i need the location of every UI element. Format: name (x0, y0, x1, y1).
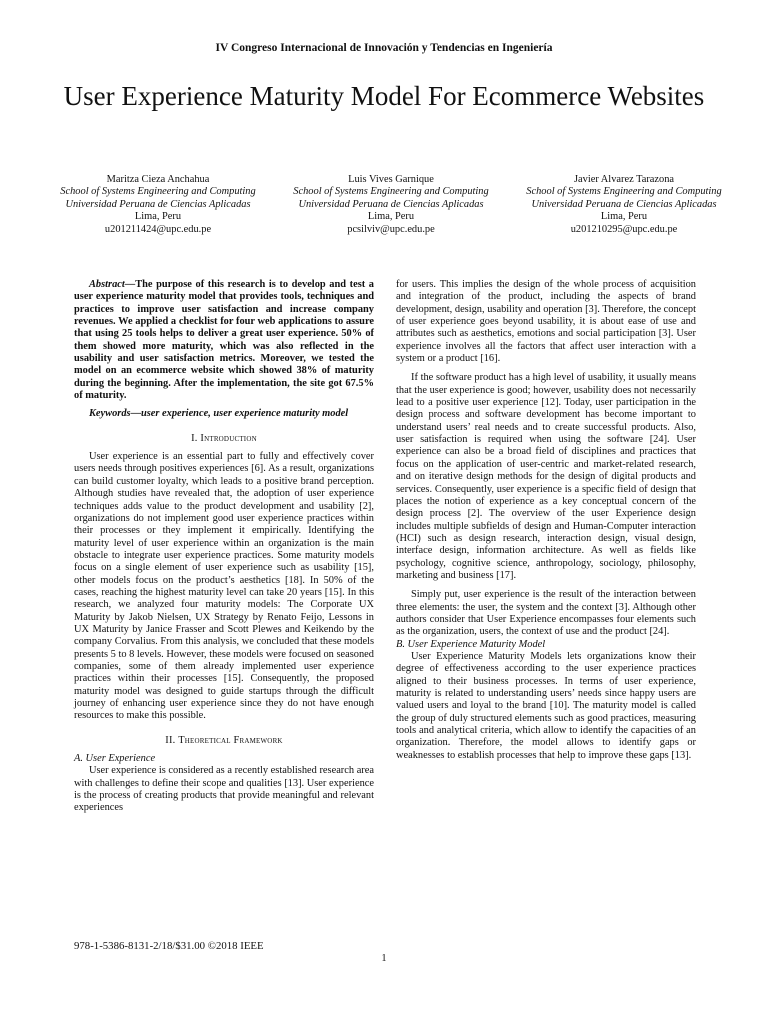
section-heading-theoretical-framework (74, 735, 374, 747)
left-column (74, 279, 374, 815)
user-experience-paragraph-continued: for users. This implies the design of the whole process of acquisition and integration of the product, including the aspects of brand development, design, usability and operation [3]. Therefore, the concept of user experience goes beyond usability, it is about ease of use and attributes such as aesthetics, emotions and social participation [3]. User experience involves all the factors that affect user interaction with a system or a product [16]. (396, 279, 696, 365)
section-number: II. (165, 734, 176, 746)
maturity-model-paragraph: User Experience Maturity Models lets organizations know their degree of effectiveness according to the user experience practices aligned to their business processes. In terms of user experience, maturity is related to understanding users’ needs since happy users are valued users and loyal to the brand [10]. The maturity model is called the group of duly structured elements such as good practices, measuring tools and analytical criteria, which allow to identify the capacities of an organization. Therefore, the model allows to identify gaps or weaknesses to establish processes that help to improve these gaps [13]. (396, 650, 696, 761)
author-name: Luis Vives Garnique (348, 174, 434, 185)
abstract-text: —The purpose of this research is to develop and test a user experience maturity model that provides tools, techniques and practices to improve user satisfaction and increase company revenues. We applied a checklist for four web applications to assure that using 25 tools helps to deliver a great user experience. 50% of them showed more maturity, which was also reflected in the usability and user satisfaction metrics. Moreover, we tested the model on an ecommerce website which showed 38% of maturity during the beginning. After the implementation, the site got 67.5% of maturity. (74, 279, 374, 402)
abstract (74, 279, 374, 402)
keywords: Keywords—user experience, user experience maturity model (89, 408, 349, 420)
author-name: Javier Alvarez Tarazona (573, 174, 675, 185)
conference-header: IV Congreso Internacional de Innovación y Tendencias en Ingeniería (215, 42, 553, 54)
author-location: Lima, Peru (134, 211, 182, 223)
section-title: Introduction (200, 432, 257, 444)
author-university: Universidad Peruana de Ciencias Aplicadas (65, 198, 251, 210)
section-title: Theoretical Framework (178, 734, 283, 746)
page-number: 1 (381, 953, 387, 964)
user-experience-paragraph-start: User experience is considered as a recently established research area with challenges to define their scope and qualities [13]. User experience is the process of creating products that provide meaningful and relevant experiences (74, 765, 374, 814)
author-school: School of Systems Engineering and Computing (526, 186, 722, 198)
author-university: Universidad Peruana de Ciencias Aplicadas (298, 198, 484, 210)
author-email: u201211424@upc.edu.pe (104, 223, 212, 235)
section-number: I. (191, 432, 198, 444)
author-3 (514, 174, 734, 236)
author-university: Universidad Peruana de Ciencias Aplicadas (531, 198, 717, 210)
author-location: Lima, Peru (367, 211, 415, 223)
subsection-heading-user-experience: A. User Experience (74, 753, 156, 765)
author-2 (281, 174, 501, 236)
author-name: Maritza Cieza Anchahua (106, 174, 210, 185)
section-heading-introduction (74, 433, 374, 445)
abstract-label: Abstract (89, 279, 125, 290)
interaction-elements-paragraph: Simply put, user experience is the result of the interaction between three elements: the user, the system and the context [3]. Although other authors consider that User Experience encompasses four elements such as the organization, users, the context of use and the product [24]. (396, 589, 696, 638)
usability-paragraph: If the software product has a high level of usability, it usually means that the user experience is good; however, usability does not necessarily lead to a positive user experience [12]. Today, user participation in the design process and software development has become important to understand users’ real needs and to create successful products. Also, user satisfaction is required when using the software [24]. User experience can also be a broad field of disciplines and practices that focus on the application of user-centric and market-related research, and on iterative design methods for the design of digital products and services. Consequently, user experience is a specific field of design that places the notion of experience as a key conceptual concern of the design process [2]. The overview of the user Experience design includes multiple subfields of design and Human-Computer interaction (HCI) such as design research, interaction design, visual design, interface design, information architecture. As well as fields like psychology, cognitive science, anthropology, sociology, philosophy, marketing and business [17]. (396, 372, 696, 581)
author-1 (48, 174, 268, 236)
author-school: School of Systems Engineering and Computing (60, 186, 256, 198)
introduction-paragraph: User experience is an essential part to fully and effectively cover users needs through positives experiences [6]. As a result, organizations can build customer loyalty, which leads to a positive brand perception. Although studies have revealed that, the adoption of user experience techniques adds value to the product development and usability [2], organizations do not implement good user experience practices within their processes or they implement it empirically. Identifying the maturity level of user experience within an organization is the main obstacle to integrate user experience practices. Some maturity models focus on a single element of user experience such as usability [15], other models focus on the product’s aesthetics [18]. In 50% of the cases, reaching the highest maturity level can take 20 years [15]. In this research, we analyzed four maturity models: The Corporate UX Maturity by Jakob Nielsen, UX Strategy by Renato Feijo, Lessons in UX Maturity by Janice Frasser and Scott Plewes and Keikendo by the company Corvalius. From this analysis, we concluded that these models presents 5 to 8 levels. However, these models were focused on seasoned companies, some of them already implemented user experience practices within their processes [15]. Consequently, the proposed maturity model was designed to guide startups through the difficult journey of enhancing user experience since they do not have enough resources to make this possible. (74, 451, 374, 722)
author-block (48, 174, 728, 264)
right-column (396, 279, 696, 762)
author-email: pcsilviv@upc.edu.pe (347, 223, 435, 235)
copyright-notice: 978-1-5386-8131-2/18/$31.00 ©2018 IEEE (74, 940, 264, 952)
author-school: School of Systems Engineering and Computing (293, 186, 489, 198)
subsection-heading-maturity-model: B. User Experience Maturity Model (396, 638, 546, 650)
author-email: u201210295@upc.edu.pe (570, 223, 678, 235)
paper-title: User Experience Maturity Model For Ecommerce Websites (63, 81, 705, 111)
author-location: Lima, Peru (600, 211, 648, 223)
